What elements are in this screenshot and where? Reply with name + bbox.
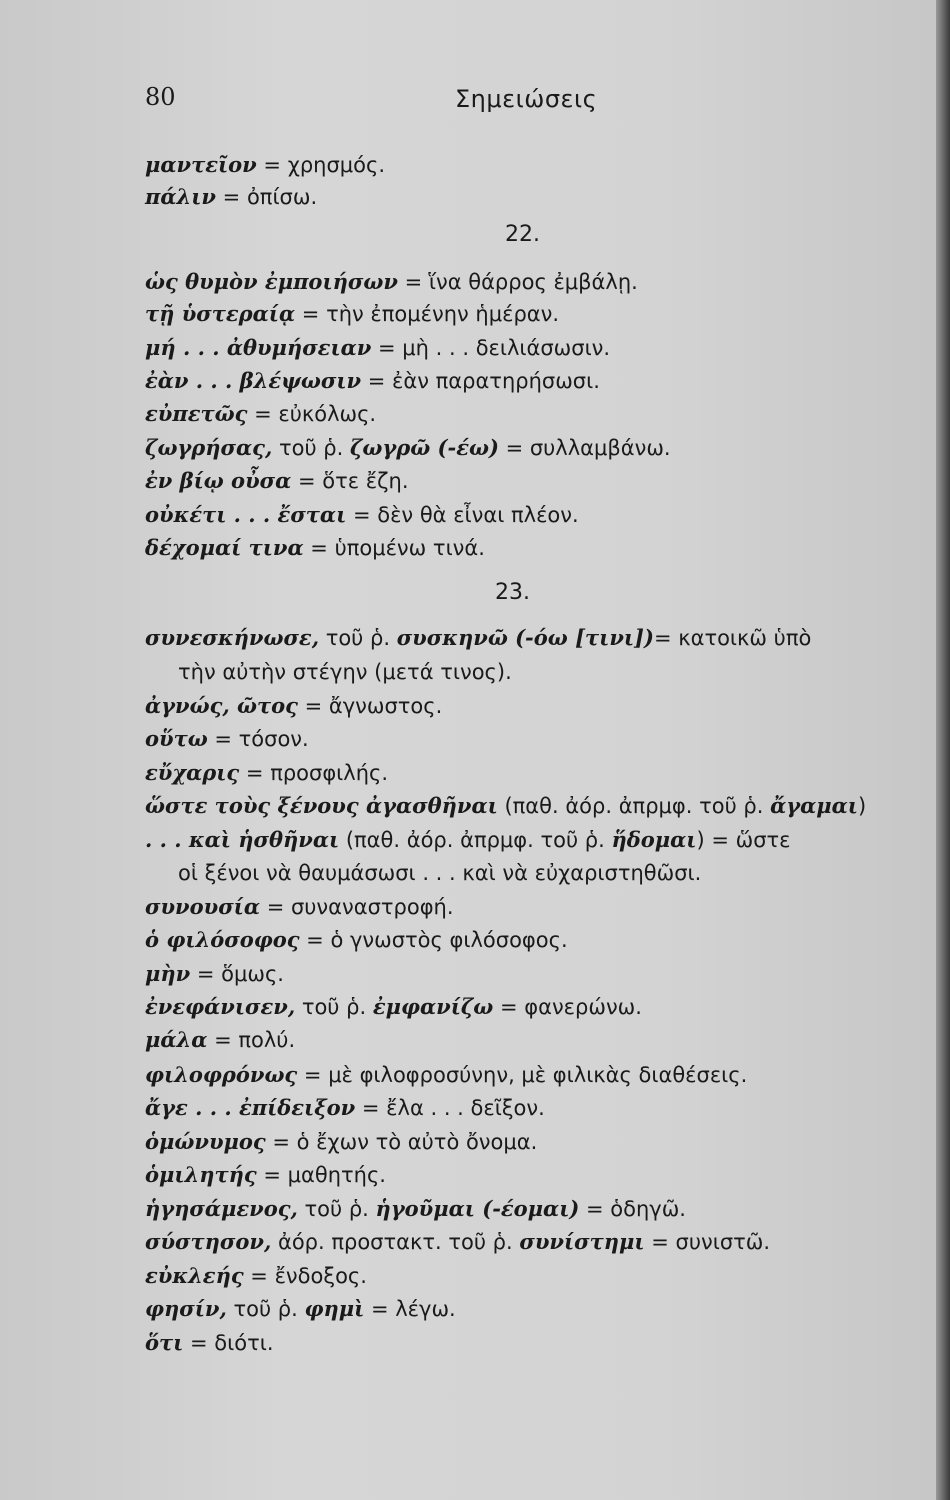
note-line: ἐν βίῳ οὖσα = ὅτε ἔζη.: [145, 468, 409, 493]
note-line: ἡγησάμενος, τοῦ ῥ. ἡγοῦμαι (-έομαι) = ὁδηγῶ.: [145, 1196, 686, 1221]
note-line: ἐνεφάνισεν, τοῦ ῥ. ἐμφανίζω = φανερώνω.: [145, 994, 642, 1019]
note-line: ἐὰν . . . βλέψωσιν = ἐὰν παρατηρήσωσι.: [145, 368, 600, 393]
note-line: μὴν = ὅμως.: [145, 961, 284, 986]
note-line: δέχομαί τινα = ὑπομένω τινά.: [145, 535, 485, 560]
note-line: τῇ ὑστεραίᾳ = τὴν ἐπομένην ἡμέραν.: [145, 301, 560, 326]
note-line: ὁ φιλόσοφος = ὁ γνωστὸς φιλόσοφος.: [145, 927, 568, 952]
note-line: συνεσκήνωσε, τοῦ ῥ. συσκηνῶ (-όω [τινι])= κατοικῶ ὑπὸ: [145, 625, 812, 650]
note-line: σύστησον, ἀόρ. προστακτ. τοῦ ῥ. συνίστημι = συνιστῶ.: [145, 1229, 771, 1254]
note-line: μαντεῖον = χρησμός.: [145, 152, 385, 177]
page-edge-shadow: [936, 0, 950, 1500]
note-line: εὔχαρις = προσφιλής.: [145, 760, 389, 785]
running-title: Σημειώσεις: [455, 85, 598, 113]
page-header: [0, 83, 950, 123]
note-line: εὐκλεής = ἔνδοξος.: [145, 1263, 367, 1288]
note-line: μάλα = πολύ.: [145, 1027, 296, 1052]
note-line: ὥστε τοὺς ξένους ἀγασθῆναι (παθ. ἀόρ. ἀπρμφ. τοῦ ῥ. ἄγαμαι): [145, 793, 867, 818]
note-line: οὐκέτι . . . ἔσται = δὲν θὰ εἶναι πλέον.: [145, 502, 579, 527]
note-line: ὁμώνυμος = ὁ ἔχων τὸ αὐτὸ ὄνομα.: [145, 1129, 538, 1154]
note-line: ἀγνώς, ῶτος = ἄγνωστος.: [145, 693, 443, 718]
section-number-22: 22.: [505, 222, 540, 247]
note-line: συνουσία = συναναστροφή.: [145, 894, 454, 919]
note-line: ὡς θυμὸν ἐμποιήσων = ἵνα θάρρος ἐμβάλῃ.: [145, 269, 638, 294]
note-line: φιλοφρόνως = μὲ φιλοφροσύνην, μὲ φιλικὰς διαθέσεις.: [145, 1062, 748, 1087]
note-continuation: τὴν αὐτὴν στέγην (μετά τινος).: [178, 660, 512, 684]
note-line: ὁμιλητής = μαθητής.: [145, 1162, 386, 1187]
note-line: φησίν, τοῦ ῥ. φημὶ = λέγω.: [145, 1296, 456, 1321]
section-number-23: 23.: [495, 580, 530, 605]
note-continuation: οἱ ξένοι νὰ θαυμάσωσι . . . καὶ νὰ εὐχαριστηθῶσι.: [178, 861, 702, 885]
note-line: οὕτω = τόσον.: [145, 726, 309, 751]
note-line: μή . . . ἀθυμήσειαν = μὴ . . . δειλιάσωσιν.: [145, 335, 611, 360]
page-number: 80: [145, 83, 176, 111]
note-line: ἄγε . . . ἐπίδειξον = ἔλα . . . δεῖξον.: [145, 1095, 545, 1120]
note-line: . . . καὶ ἡσθῆναι (παθ. ἀόρ. ἀπρμφ. τοῦ ῥ. ἥδομαι) = ὥστε: [145, 827, 791, 852]
note-line: εὐπετῶς = εὐκόλως.: [145, 401, 377, 426]
note-line: πάλιν = ὀπίσω.: [145, 184, 318, 209]
note-line: ζωγρήσας, τοῦ ῥ. ζωγρῶ (-έω) = συλλαμβάνω.: [145, 435, 671, 460]
note-line: ὅτι = διότι.: [145, 1330, 274, 1355]
